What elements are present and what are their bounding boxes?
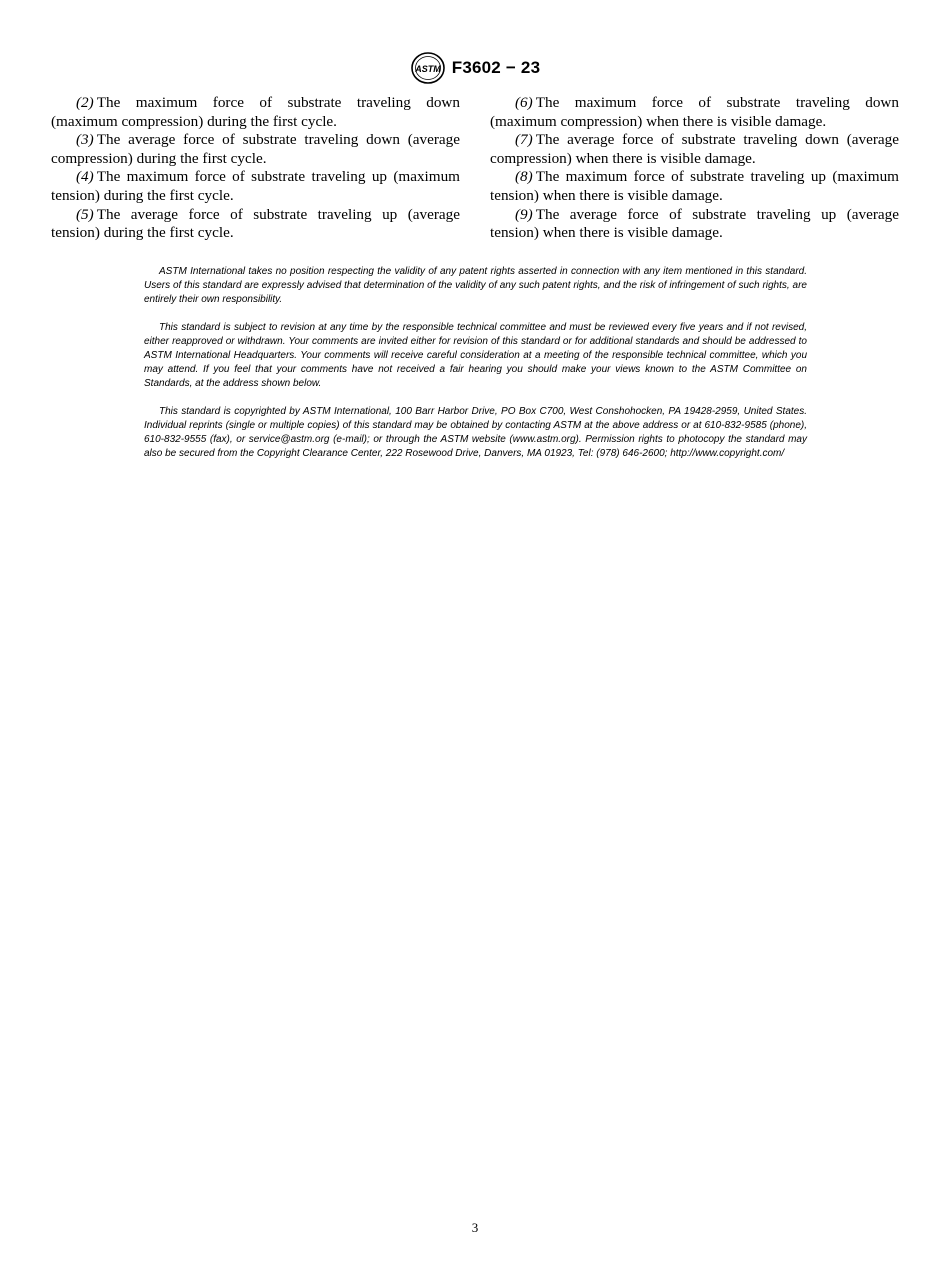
revision-notice: This standard is subject to revision at any time by the responsible technical committee and must be reviewed every five years and if not revised, either reapproved or withdrawn. Your comments are invited either for revision of this standard or for additional standards and should be addressed to ASTM International Headquarters. Your comments will receive careful consideration at a meeting of the responsible technical committee, which you may attend. If you feel that your comments have not received a fair hearing you should make your views known to the ASTM Committee on Standards, at the address shown below. bbox=[144, 322, 807, 389]
page-number: 3 bbox=[471, 1220, 479, 1235]
list-item bbox=[51, 94, 460, 131]
list-item bbox=[490, 131, 899, 168]
item-number: (8) bbox=[515, 168, 533, 186]
item-number: (9) bbox=[515, 205, 533, 223]
left-column bbox=[51, 94, 460, 243]
list-item bbox=[490, 94, 899, 131]
list-item bbox=[51, 131, 460, 168]
item-text: The maximum force of substrate traveling up (maximum tension) during the first cycle. bbox=[51, 168, 460, 204]
item-number: (2) bbox=[76, 94, 94, 111]
item-text: The average force of substrate traveling up (average tension) during the first cycle. bbox=[51, 205, 460, 242]
list-item bbox=[51, 206, 460, 243]
item-text: The average force of substrate traveling down (average compression) when there is visible damage. bbox=[490, 131, 899, 167]
astm-logo-icon bbox=[410, 52, 446, 84]
designation-title: F3602 − 23 bbox=[451, 58, 541, 77]
legal-notices bbox=[144, 265, 807, 475]
item-text: The maximum force of substrate traveling down (maximum compression) when there is visible damage. bbox=[490, 94, 899, 130]
item-number: (5) bbox=[76, 205, 94, 223]
list-item bbox=[490, 168, 899, 205]
item-text: The average force of substrate traveling up (average tension) when there is visible damage. bbox=[490, 205, 899, 242]
item-number: (3) bbox=[76, 131, 94, 149]
page-header bbox=[0, 52, 950, 84]
item-text: The maximum force of substrate traveling up (maximum tension) when there is visible damage. bbox=[490, 168, 899, 204]
item-text: The average force of substrate traveling down (average compression) during the first cycle. bbox=[51, 131, 460, 167]
item-number: (6) bbox=[515, 94, 533, 111]
copyright-notice: This standard is copyrighted by ASTM International, 100 Barr Harbor Drive, PO Box C700, West Conshohocken, PA 19428-2959, United States. Individual reprints (single or multiple copies) of this standard may be obtained by contacting ASTM at the above address or at 610-832-9585 (phone), 610-832-9555 (fax), or service@astm.org (e-mail); or through the ASTM website (www.astm.org). Permission rights to photocopy the standard may also be secured from the Copyright Clearance Center, 222 Rosewood Drive, Danvers, MA 01923, Tel: (978) 646-2600; http://www.copyright.com/ bbox=[144, 406, 807, 459]
logo-text: ASTM bbox=[415, 64, 441, 74]
list-item bbox=[51, 168, 460, 205]
item-text: The maximum force of substrate traveling down (maximum compression) during the first cycle. bbox=[51, 94, 460, 130]
patent-notice: ASTM International takes no position respecting the validity of any patent rights asserted in connection with any item mentioned in this standard. Users of this standard are expressly advised that determination of the validity of any such patent rights, and the risk of infringement of such rights, are entirely their own responsibility. bbox=[144, 266, 807, 305]
right-column bbox=[490, 94, 899, 243]
item-number: (7) bbox=[515, 131, 533, 149]
item-number: (4) bbox=[76, 168, 94, 186]
list-item bbox=[490, 206, 899, 243]
